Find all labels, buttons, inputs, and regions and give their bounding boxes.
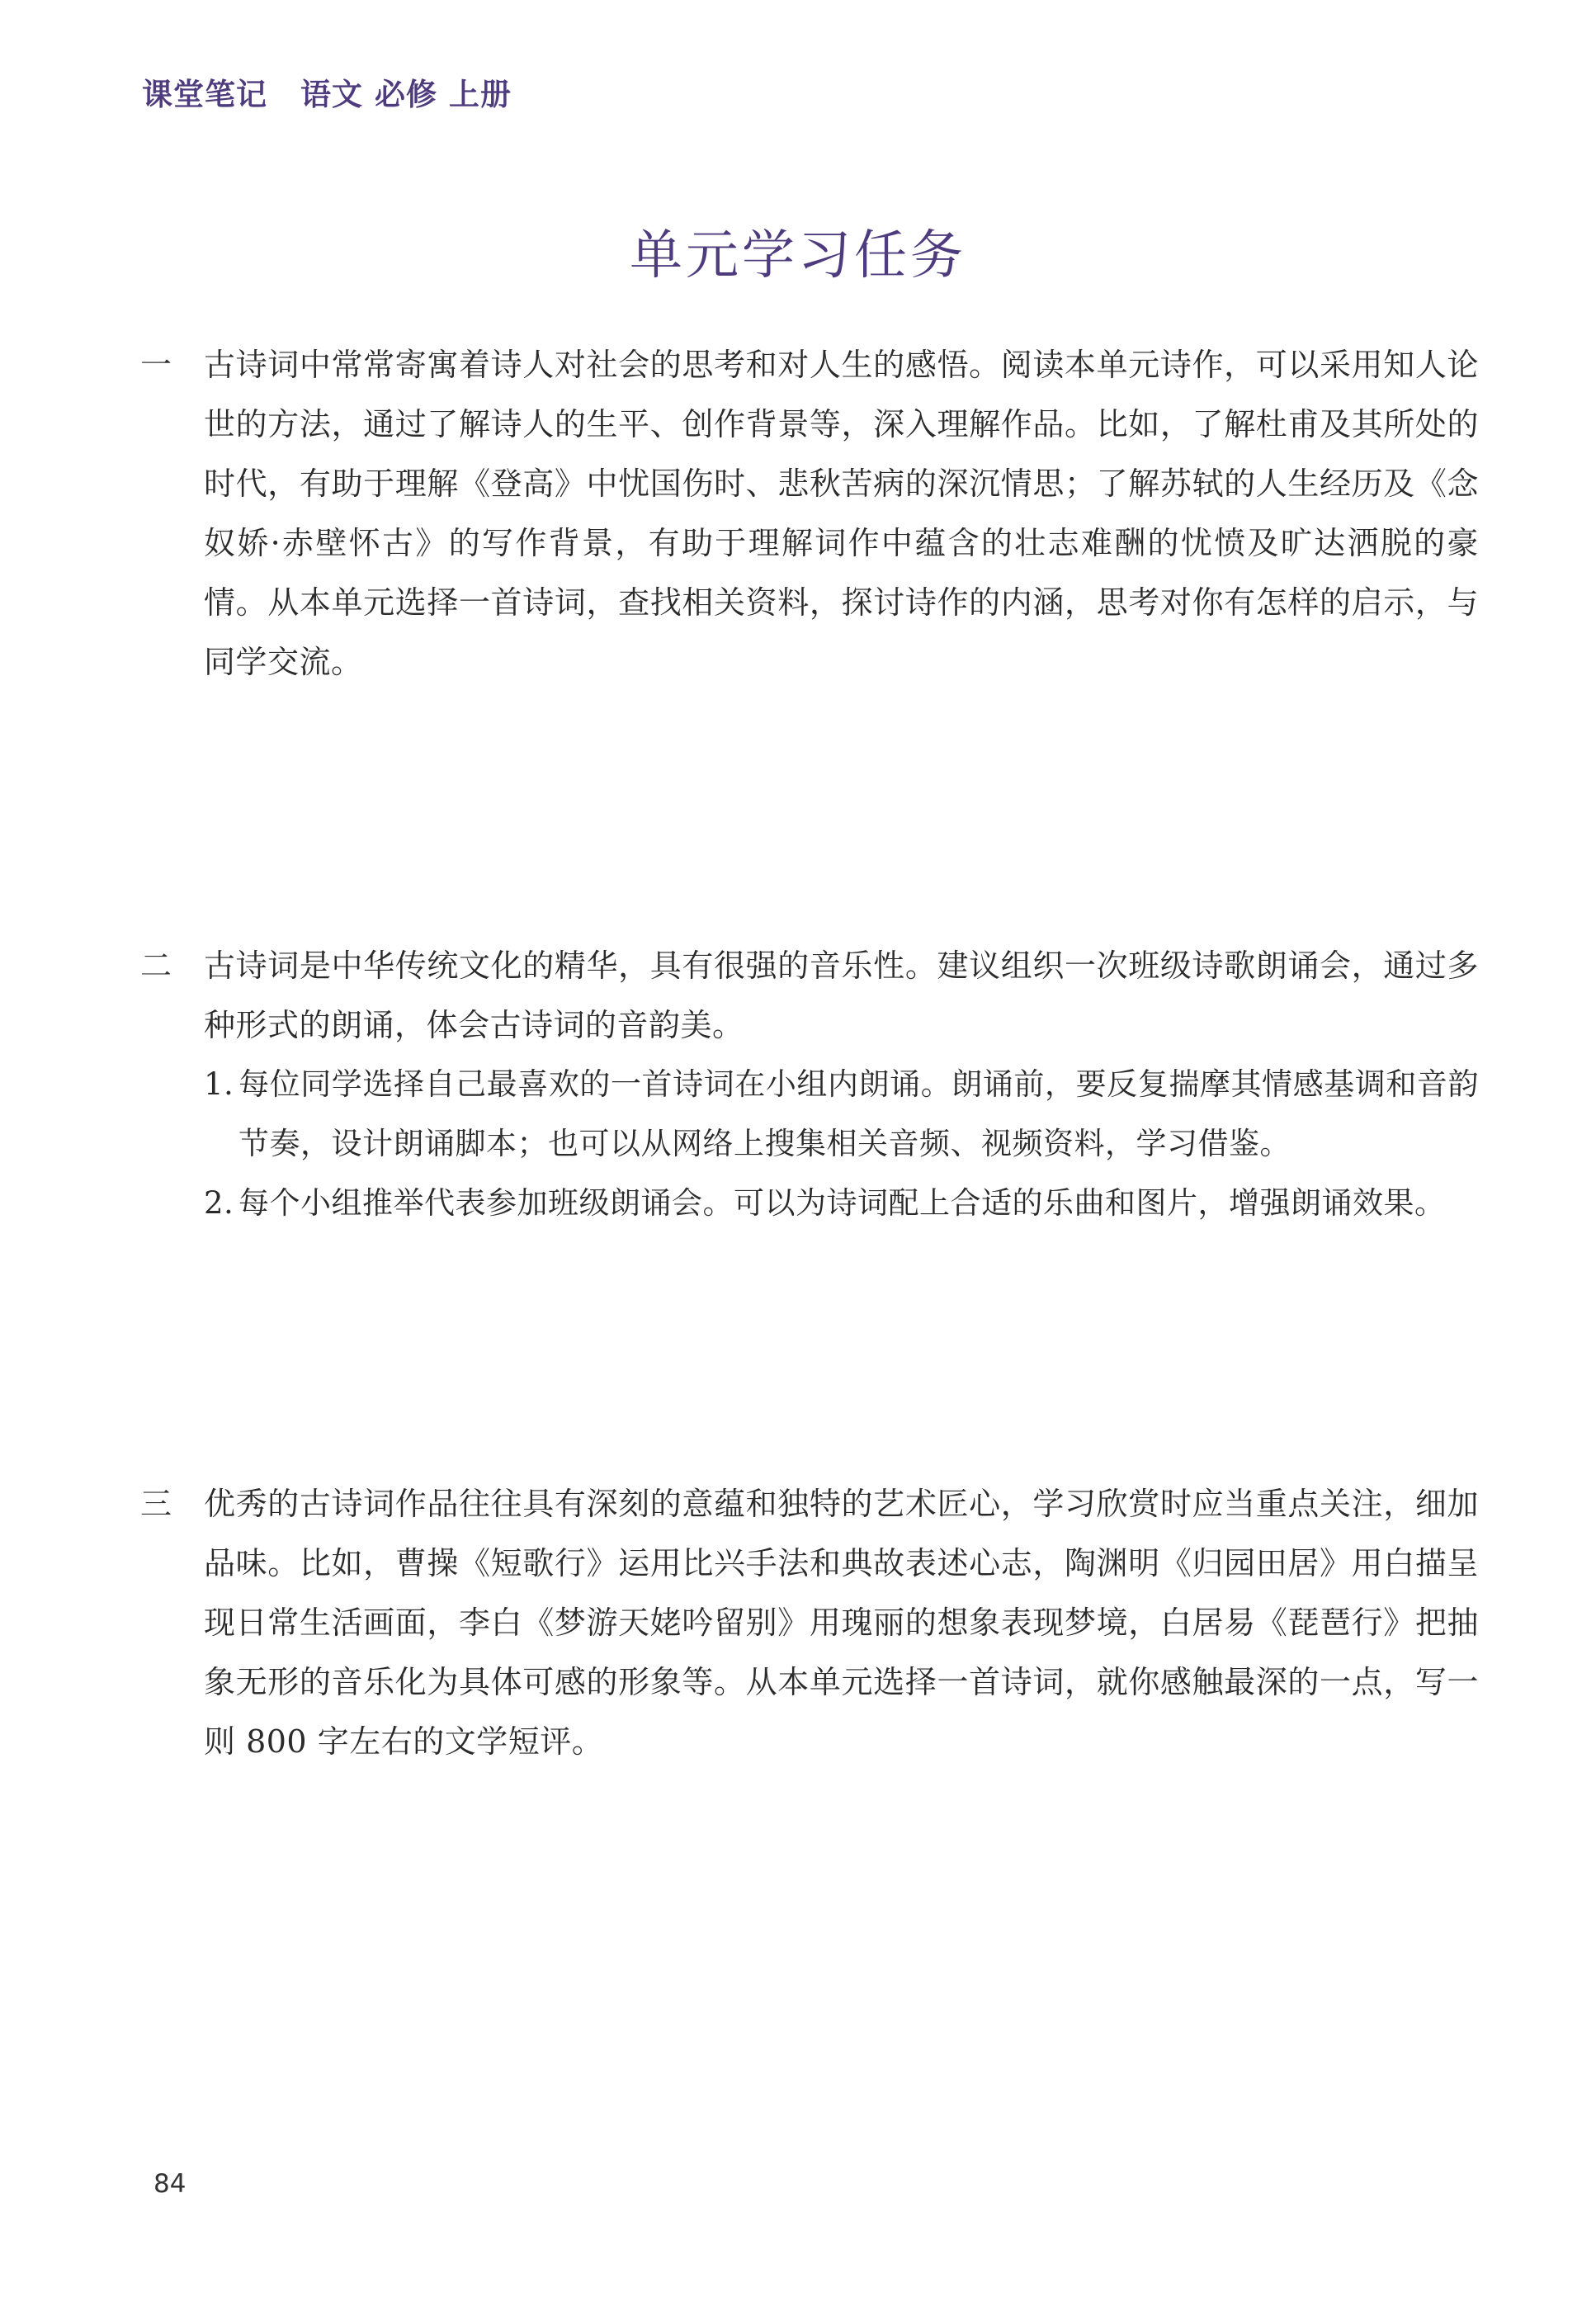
page-number: 84 [153, 2169, 187, 2199]
sub-task-text: 每位同学选择自己最喜欢的一首诗词在小组内朗诵。朗诵前，要反复揣摩其情感基调和音韵节奏，设计朗诵脚本；也可以从网络上搜集相关音频、视频资料，学习借鉴。 [238, 1066, 1479, 1161]
task-text: 优秀的古诗词作品往往具有深刻的意蕴和独特的艺术匠心，学习欣赏时应当重点关注，细加品味。比如，曹操《短歌行》运用比兴手法和典故表述心志，陶渊明《归园田居》用白描呈现日常生活画面，李白《梦游天姥吟留别》用瑰丽的想象表现梦境，白居易《琵琶行》把抽象无形的音乐化为具体可感的形象等。从本单元选择一首诗词，就你感触最深的一点，写一则 800 字左右的文学短评。 [204, 1486, 1479, 1760]
header-series: 课堂笔记 [142, 77, 267, 112]
task-number: 三 [140, 1486, 172, 1522]
task-number: 二 [140, 948, 172, 984]
page-title: 单元学习任务 [630, 225, 966, 286]
sub-task-item [204, 1055, 1479, 1174]
sub-task-number: 2. [204, 1185, 234, 1221]
sub-task-list [204, 1055, 1479, 1233]
sub-task-text: 每个小组推举代表参加班级朗诵会。可以为诗词配上合适的乐曲和图片，增强朗诵效果。 [238, 1185, 1446, 1221]
task-text: 古诗词中常常寄寓着诗人对社会的思考和对人生的感悟。阅读本单元诗作，可以采用知人论世的方法，通过了解诗人的生平、创作背景等，深入理解作品。比如，了解杜甫及其所处的时代，有助于理解《登高》中忧国伤时、悲秋苦病的深沉情思；了解苏轼的人生经历及《念奴娇·赤壁怀古》的写作背景，有助于理解词作中蕴含的壮志难酬的忧愤及旷达洒脱的豪情。从本单元选择一首诗词，查找相关资料，探讨诗作的内涵，思考对你有怎样的启示，与同学交流。 [204, 347, 1479, 680]
task-text: 古诗词是中华传统文化的精华，具有很强的音乐性。建议组织一次班级诗歌朗诵会，通过多种形式的朗诵，体会古诗词的音韵美。 [204, 948, 1479, 1043]
running-header [142, 69, 512, 114]
task-content [204, 936, 1479, 1233]
task-number: 一 [140, 347, 172, 383]
header-subject: 语文 [300, 77, 363, 112]
header-volume: 必修 [375, 77, 437, 112]
sub-task-item [204, 1174, 1479, 1233]
header-book: 上册 [449, 77, 512, 112]
sub-task-number: 1. [204, 1066, 234, 1102]
